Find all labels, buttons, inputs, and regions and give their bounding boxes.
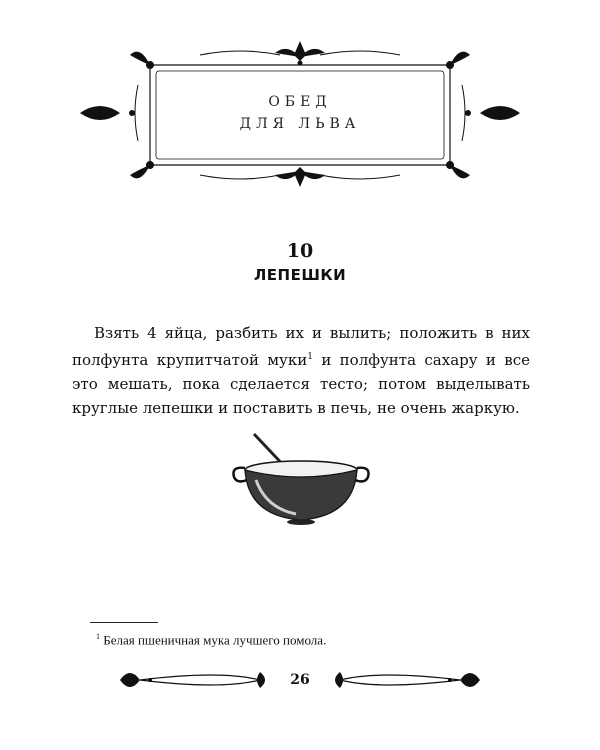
bowl-illustration (226, 430, 376, 530)
footnote-mark: 1 (96, 632, 100, 641)
footnote-reference[interactable]: 1 (307, 352, 313, 362)
section-title-line1: ОБЕД (268, 94, 332, 110)
section-title-line2: ДЛЯ ЛЬВА (239, 116, 361, 132)
footnote-divider (90, 622, 158, 623)
recipe-text-part2: и полфунта сахару и все это мешать, пока сделается тесто; потом выделывать круглые лепешки и поставить в печь, не очень жаркую. (72, 351, 530, 417)
recipe-number: 10 (286, 240, 314, 262)
footnote-text: Белая пшеничная мука лучшего помола. (100, 632, 327, 648)
page-number: 26 (290, 672, 310, 688)
ornamental-frame (70, 35, 530, 190)
recipe-text-part1: Взять 4 яйца, разбить их и вылить; положить в них полфунта крупитчатой муки (72, 324, 530, 369)
recipe-title: ЛЕПЕШКИ (253, 266, 347, 284)
footnote (96, 632, 526, 648)
recipe-text (72, 321, 530, 420)
